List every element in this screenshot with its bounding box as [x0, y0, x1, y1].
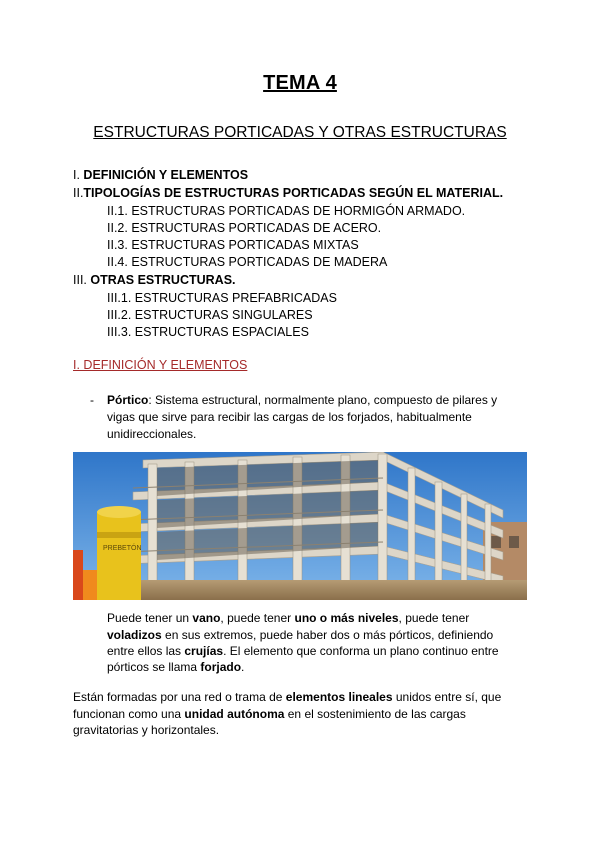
toc-section-2-number: II. [73, 186, 84, 200]
para1-text-3c: . El elemento que conforma un plano continuo entre [223, 644, 499, 658]
silo-lettering: PREBETÓN [103, 545, 142, 552]
toc-item-2-3: II.3. ESTRUCTURAS PORTICADAS MIXTAS [107, 238, 359, 252]
building-photo-svg [73, 452, 527, 600]
para1-term-crujias: crujías [184, 644, 224, 658]
para2-text-1a: Están formadas por una red o trama de [73, 690, 286, 704]
para2-term-elementos: elementos lineales [285, 690, 393, 704]
para1-text-1e: , puede tener [398, 611, 470, 625]
para2-text-1c: unidos entre sí, que [392, 690, 502, 704]
toc-item-3-1: III.1. ESTRUCTURAS PREFABRICADAS [107, 291, 337, 305]
toc-item-2-2: II.2. ESTRUCTURAS PORTICADAS DE ACERO. [107, 221, 382, 235]
toc-item-2-4: II.4. ESTRUCTURAS PORTICADAS DE MADERA [107, 255, 388, 269]
bullet-dash: - [90, 393, 94, 407]
para2-term-unidad: unidad autónoma [184, 707, 285, 721]
para1-line-1 [107, 610, 469, 627]
toc-item-3-2: III.2. ESTRUCTURAS SINGULARES [107, 308, 313, 322]
toc-section-3 [73, 272, 236, 288]
toc-section-2-label: TIPOLOGÍAS DE ESTRUCTURAS PORTICADAS SEGÚN EL MATERIAL. [83, 186, 504, 200]
bullet-line-3: unidireccionales. [107, 427, 197, 441]
para1-text-1c: , puede tener [220, 611, 295, 625]
para1-text-4c: . [241, 660, 245, 674]
bullet-term: Pórtico [107, 393, 149, 407]
toc-section-3-number: III. [73, 273, 91, 287]
bullet-text-1: : Sistema estructural, normalmente plano, compuesto de pilares y [148, 393, 498, 407]
toc-section-1-number: I. [73, 168, 84, 182]
para1-line-2 [107, 627, 493, 644]
para2-line-3: gravitatorias y horizontales. [73, 723, 220, 737]
para1-line-4 [107, 659, 244, 676]
para2-line-2 [73, 706, 466, 723]
para1-term-vano: vano [192, 611, 221, 625]
page-title: TEMA 4 [263, 72, 337, 94]
para1-term-niveles: uno o más niveles [294, 611, 399, 625]
page-subtitle: ESTRUCTURAS PORTICADAS Y OTRAS ESTRUCTURAS [93, 124, 507, 141]
toc-section-3-label: OTRAS ESTRUCTURAS. [90, 273, 236, 287]
toc-section-2 [73, 185, 503, 201]
toc-section-1-label: DEFINICIÓN Y ELEMENTOS [83, 168, 249, 182]
para1-line-3 [107, 643, 499, 660]
para2-line-1 [73, 689, 501, 706]
toc-section-1 [73, 167, 248, 183]
para2-text-2a: funcionan como una [73, 707, 185, 721]
bullet-line-2: vigas que sirve para recibir las cargas de los forjados, habitualmente [107, 410, 472, 424]
toc-item-3-3: III.3. ESTRUCTURAS ESPACIALES [107, 325, 309, 339]
para1-text-1a: Puede tener un [107, 611, 193, 625]
para1-term-forjado: forjado [200, 660, 242, 674]
bullet-line-1 [107, 392, 497, 409]
para1-text-4a: pórticos se llama [107, 660, 201, 674]
section-heading-link[interactable]: I. DEFINICIÓN Y ELEMENTOS [73, 358, 248, 372]
para1-term-voladizos: voladizos [107, 628, 162, 642]
toc-item-2-1: II.1. ESTRUCTURAS PORTICADAS DE HORMIGÓN ARMADO. [107, 204, 466, 218]
building-frame-photo [73, 452, 527, 600]
para2-text-2c: en el sostenimiento de las cargas [284, 707, 466, 721]
para1-text-3a: entre ellos las [107, 644, 185, 658]
para1-text-2b: en sus extremos, puede haber dos o más pórticos, definiendo [161, 628, 494, 642]
